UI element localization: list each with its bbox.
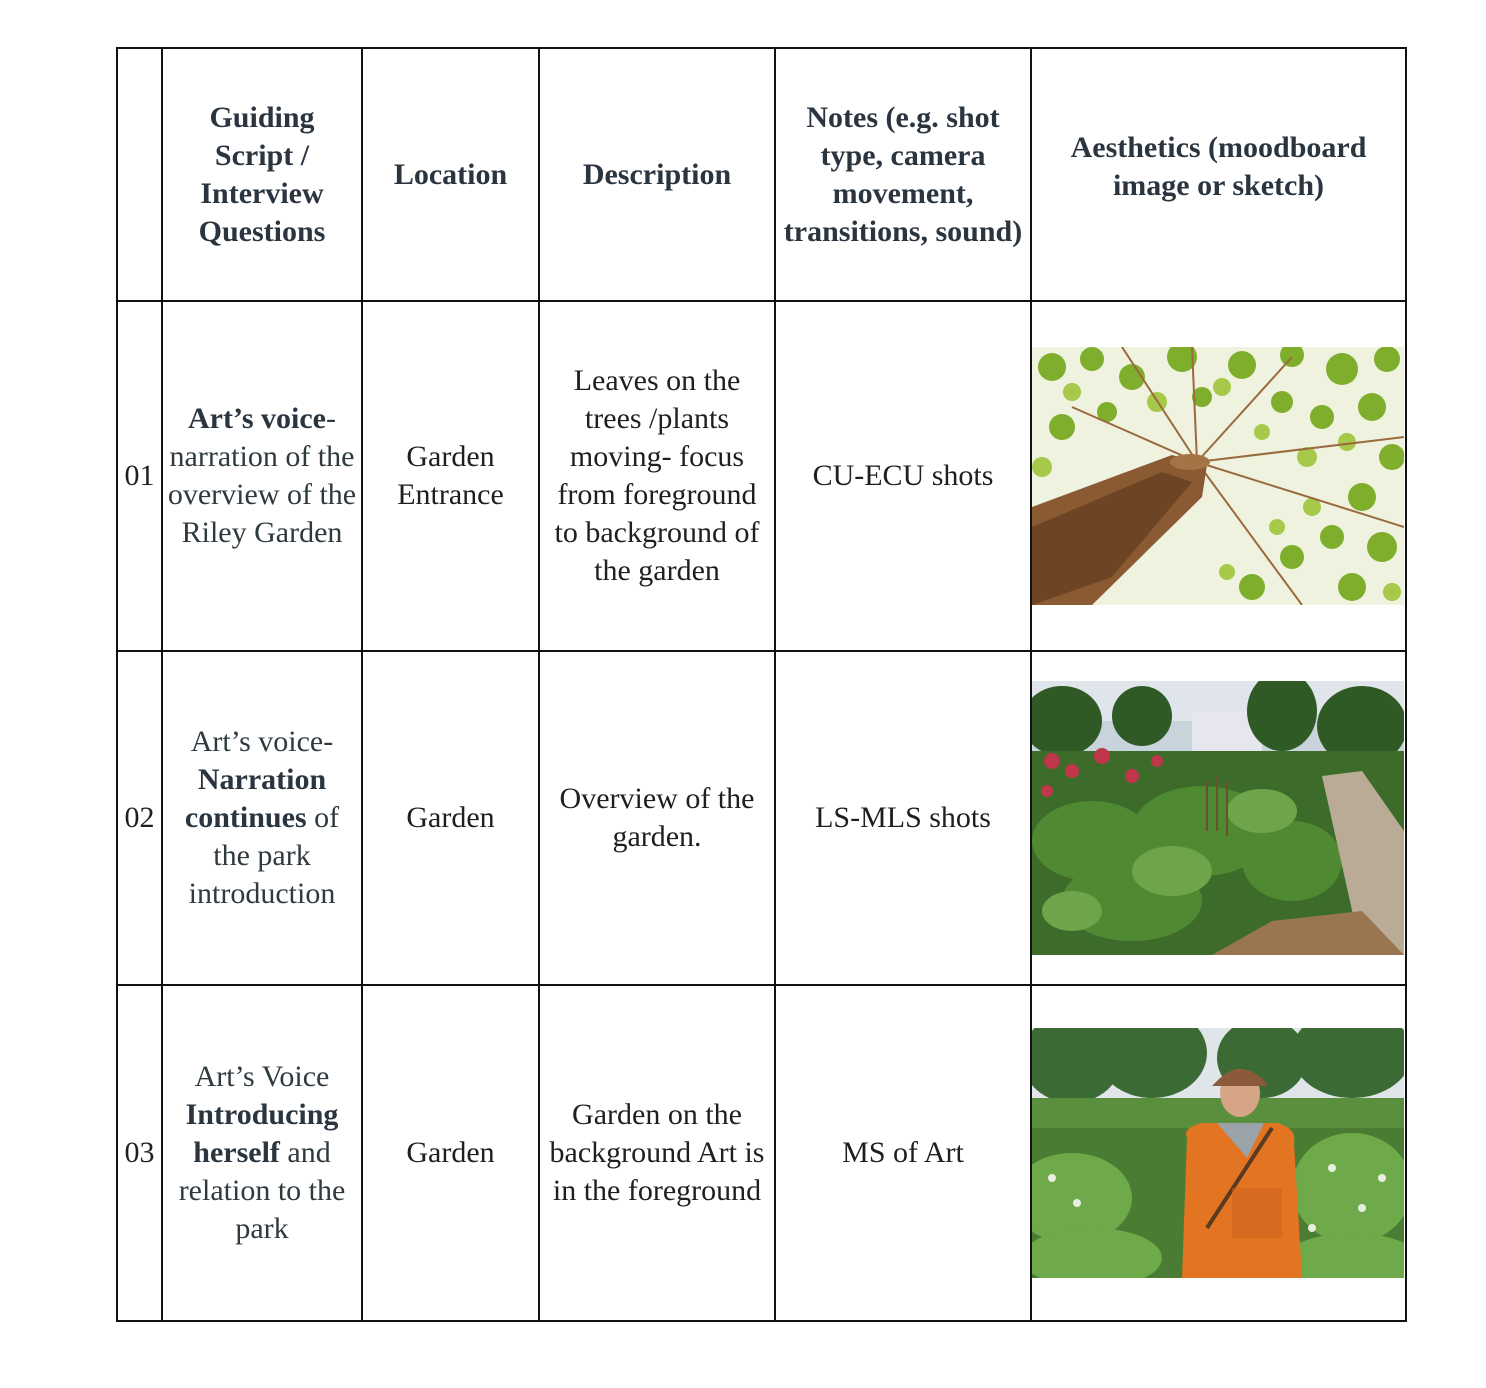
row-description: Garden on the background Art is in the foreground	[539, 985, 775, 1321]
row-description: Leaves on the trees /plants moving- focus from foreground to background of the garden	[539, 301, 775, 651]
row-script	[162, 985, 362, 1321]
storyboard-table	[116, 47, 1407, 1322]
row-aesthetics	[1031, 651, 1406, 985]
row-notes: LS-MLS shots	[775, 651, 1031, 985]
header-row	[117, 48, 1406, 301]
row-notes: MS of Art	[775, 985, 1031, 1321]
row-location: Garden Entrance	[362, 301, 539, 651]
script-rest: of the park introduction	[188, 801, 340, 910]
row-script	[162, 301, 362, 651]
header-description: Description	[539, 48, 775, 301]
row-location: Garden	[362, 985, 539, 1321]
script-bold: Narration continues	[184, 763, 327, 834]
row-description: Overview of the garden.	[539, 651, 775, 985]
row-number: 01	[117, 301, 162, 651]
row-script	[162, 651, 362, 985]
script-pre: Art’s Voice	[194, 1060, 330, 1093]
row-notes: CU-ECU shots	[775, 301, 1031, 651]
table-row	[117, 301, 1406, 651]
script-rest: and relation to the park	[178, 1136, 346, 1245]
moodboard-image-tree-canopy	[1032, 347, 1404, 605]
row-aesthetics	[1031, 301, 1406, 651]
header-number	[117, 48, 162, 301]
header-location: Location	[362, 48, 539, 301]
moodboard-image-garden-overview	[1032, 681, 1404, 955]
row-location: Garden	[362, 651, 539, 985]
table-row	[117, 651, 1406, 985]
row-number: 03	[117, 985, 162, 1321]
script-rest: -narration of the overview of the Riley Garden	[167, 402, 357, 549]
header-script: Guiding Script / Interview Questions	[162, 48, 362, 301]
script-bold: Art’s voice	[188, 402, 326, 435]
script-bold: Introducing herself	[185, 1098, 339, 1169]
script-pre: Art’s voice-	[190, 725, 334, 758]
row-aesthetics	[1031, 985, 1406, 1321]
header-notes: Notes (e.g. shot type, camera movement, transitions, sound)	[775, 48, 1031, 301]
header-aesthetics: Aesthetics (moodboard image or sketch)	[1031, 48, 1406, 301]
row-number: 02	[117, 651, 162, 985]
table-row	[117, 985, 1406, 1321]
moodboard-image-person-in-garden	[1032, 1028, 1404, 1278]
